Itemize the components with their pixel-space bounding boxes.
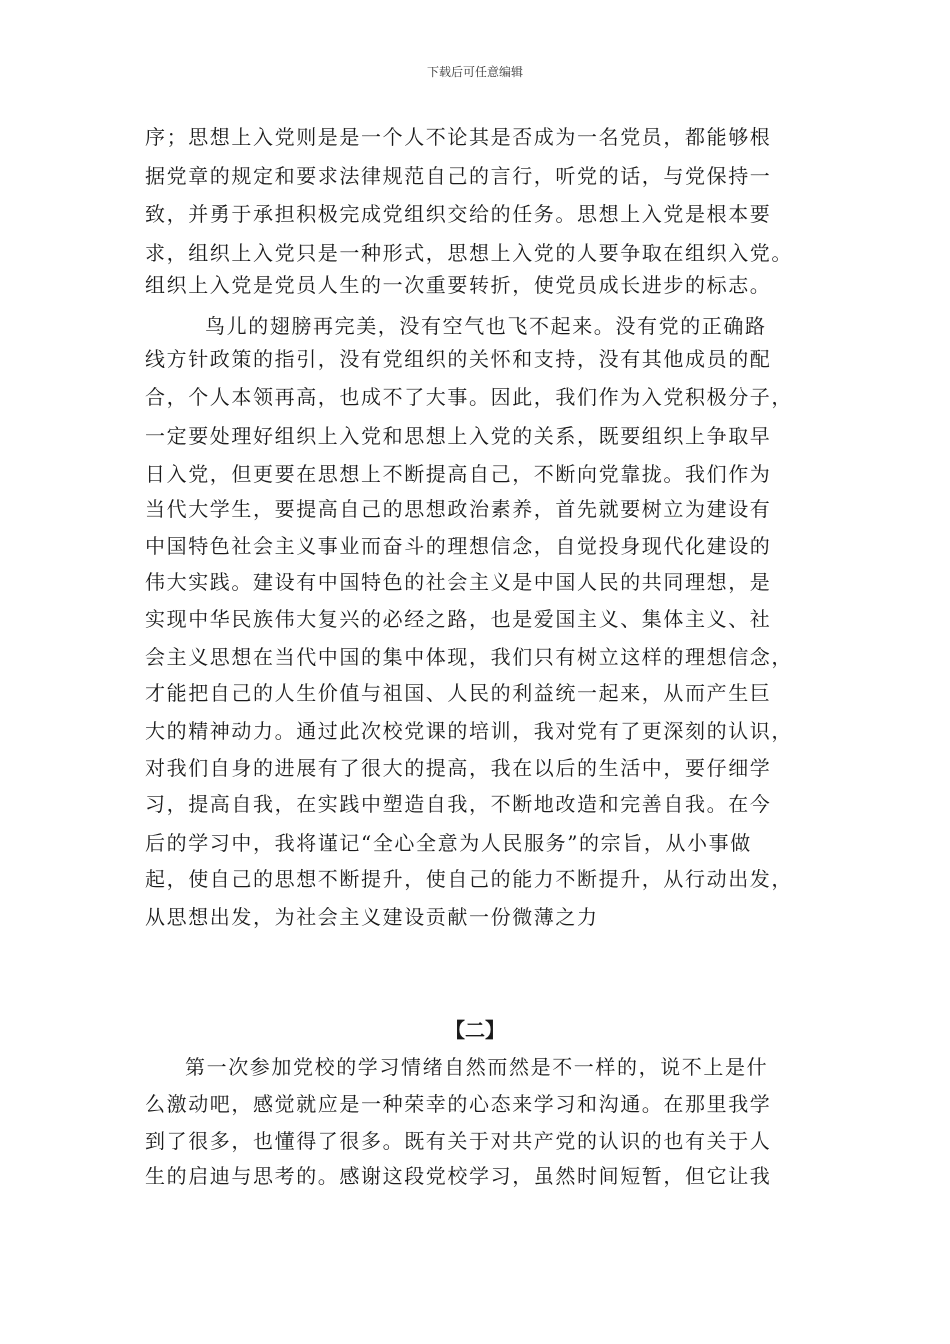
paragraph-line: 一定要处理好组织上入党和思想上入党的关系，既要组织上争取早 — [145, 424, 772, 448]
paragraph-line: 习，提高自我，在实践中塑造自我，不断地改造和完善自我。在今 — [145, 792, 772, 816]
paragraph-line: 会主义思想在当代中国的集中体现，我们只有树立这样的理想信念， — [145, 645, 793, 669]
paragraph-line: 当代大学生，要提高自己的思想政治素养，首先就要树立为建设有 — [145, 497, 772, 521]
paragraph-line: 鸟儿的翅膀再完美，没有空气也飞不起来。没有党的正确路 — [205, 314, 767, 338]
paragraph-line: 到了很多，也懂得了很多。既有关于对共产党的认识的也有关于人 — [145, 1129, 772, 1153]
paragraph-line: 线方针政策的指引，没有党组织的关怀和支持，没有其他成员的配 — [145, 347, 772, 371]
paragraph-line: 么激动吧，感觉就应是一种荣幸的心态来学习和沟通。在那里我学 — [145, 1092, 772, 1116]
paragraph-line: 致，并勇于承担积极完成党组织交给的任务。思想上入党是根本要 — [145, 202, 772, 226]
paragraph-line: 求，组织上入党只是一种形式，思想上入党的人要争取在组织入党。 — [145, 241, 793, 265]
paragraph-line: 对我们自身的进展有了很大的提高，我在以后的生活中，要仔细学 — [145, 756, 772, 780]
paragraph-line: 合，个人本领再高，也成不了大事。因此，我们作为入党积极分子， — [145, 385, 793, 409]
paragraph-line: 起，使自己的思想不断提升，使自己的能力不断提升，从行动出发， — [145, 867, 793, 891]
paragraph-line: 从思想出发，为社会主义建设贡献一份微薄之力 — [145, 905, 599, 929]
section-title: 【二】 — [445, 1018, 505, 1042]
paragraph-line: 才能把自己的人生价值与祖国、人民的利益统一起来，从而产生巨 — [145, 681, 772, 705]
paragraph-line: 伟大实践。建设有中国特色的社会主义是中国人民的共同理想，是 — [145, 570, 772, 594]
paragraph-line: 生的启迪与思考的。感谢这段党校学习，虽然时间短暂，但它让我 — [145, 1164, 772, 1188]
paragraph-line: 后的学习中，我将谨记“全心全意为人民服务”的宗旨，从小事做 — [145, 831, 752, 855]
paragraph-line: 实现中华民族伟大复兴的必经之路，也是爱国主义、集体主义、社 — [145, 607, 772, 631]
page-header: 下载后可任意编辑 — [426, 65, 523, 79]
paragraph-line: 组织上入党是党员人生的一次重要转折，使党员成长进步的标志。 — [145, 273, 772, 297]
paragraph-line: 第一次参加党校的学习情绪自然而然是不一样的，说不上是什 — [185, 1055, 769, 1079]
paragraph-line: 日入党，但更要在思想上不断提高自己，不断向党靠拢。我们作为 — [145, 462, 772, 486]
paragraph-line: 据党章的规定和要求法律规范自己的言行，听党的话，与党保持一 — [145, 164, 772, 188]
paragraph-line: 大的精神动力。通过此次校党课的培训，我对党有了更深刻的认识， — [145, 719, 793, 743]
paragraph-line: 序；思想上入党则是是一个人不论其是否成为一名党员，都能够根 — [145, 125, 772, 149]
paragraph-line: 中国特色社会主义事业而奋斗的理想信念，自觉投身现代化建设的 — [145, 534, 772, 558]
